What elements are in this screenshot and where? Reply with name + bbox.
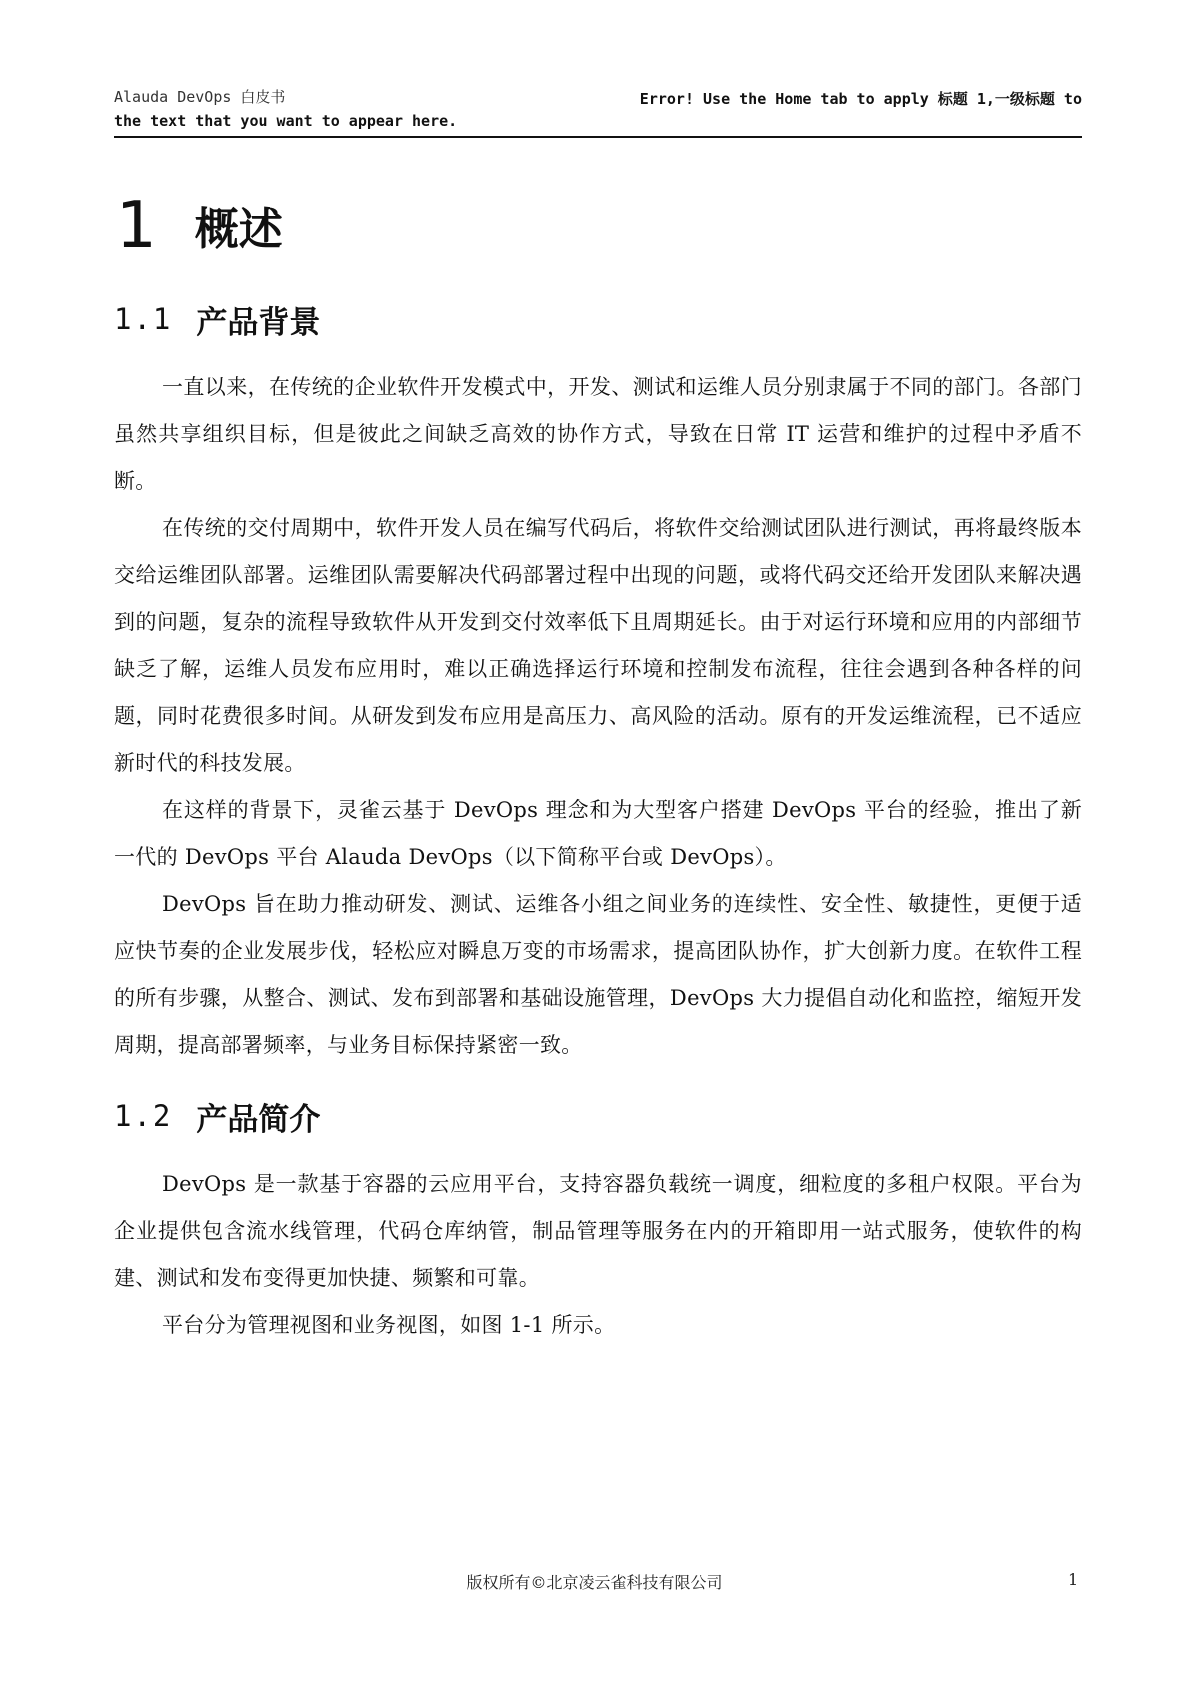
page-header — [114, 84, 1082, 138]
header-error-field: Error! Use the Home tab to apply 标题 1,一级标题 to — [639, 90, 1082, 108]
paragraph: 平台分为管理视图和业务视图，如图 1-1 所示。 — [162, 1313, 616, 1337]
section-heading-1-1 — [114, 295, 320, 343]
paragraph: DevOps 旨在助力推动研发、测试、运维各小组之间业务的连续性、安全性、敏捷性，更便于适应快节奏的企业发展步伐，轻松应对瞬息万变的市场需求，提高团队协作，扩大创新力度。在软件工程的所有步骤，从整合、测试、发布到部署和基础设施管理，DevOps 大力提倡自动化和监控，缩短开发周期，提高部署频率，与业务目标保持紧密一致。 — [114, 892, 1082, 1057]
section-body-1-1 — [114, 364, 1082, 1069]
section-body-1-2 — [114, 1161, 1082, 1349]
paragraph: 在这样的背景下，灵雀云基于 DevOps 理念和为大型客户搭建 DevOps 平台的经验，推出了新一代的 DevOps 平台 Alauda DevOps（以下简称平台或 DevOps）。 — [114, 798, 1082, 869]
page-number: 1 — [1068, 1570, 1079, 1589]
header-error-field-continued: the text that you want to appear here. — [114, 112, 458, 130]
header-doc-title: Alauda DevOps 白皮书 — [114, 88, 286, 106]
section-number: 1.1 — [114, 302, 173, 336]
paragraph: 在传统的交付周期中，软件开发人员在编写代码后，将软件交给测试团队进行测试，再将最终版本交给运维团队部署。运维团队需要解决代码部署过程中出现的问题，或将代码交还给开发团队来解决遇到的问题，复杂的流程导致软件从开发到交付效率低下且周期延长。由于对运行环境和应用的内部细节缺乏了解，运维人员发布应用时，难以正确选择运行环境和控制发布流程，往往会遇到各种各样的问题，同时花费很多时间。从研发到发布应用是高压力、高风险的活动。原有的开发运维流程，已不适应新时代的科技发展。 — [114, 516, 1082, 775]
paragraph: 一直以来，在传统的企业软件开发模式中，开发、测试和运维人员分别隶属于不同的部门。各部门虽然共享组织目标，但是彼此之间缺乏高效的协作方式，导致在日常 IT 运营和维护的过程中矛盾不断。 — [114, 375, 1082, 493]
chapter-number: 1 — [116, 189, 157, 263]
section-heading-1-2 — [114, 1092, 320, 1140]
chapter-heading — [116, 186, 283, 266]
section-title: 产品简介 — [196, 1101, 321, 1138]
chapter-title: 概述 — [194, 204, 283, 255]
footer-copyright: 版权所有©北京凌云雀科技有限公司 — [466, 1573, 723, 1592]
section-title: 产品背景 — [196, 304, 321, 341]
section-number: 1.2 — [114, 1099, 173, 1133]
paragraph: DevOps 是一款基于容器的云应用平台，支持容器负载统一调度，细粒度的多租户权限。平台为企业提供包含流水线管理，代码仓库纳管，制品管理等服务在内的开箱即用一站式服务，使软件的构建、测试和发布变得更加快捷、频繁和可靠。 — [114, 1172, 1082, 1290]
